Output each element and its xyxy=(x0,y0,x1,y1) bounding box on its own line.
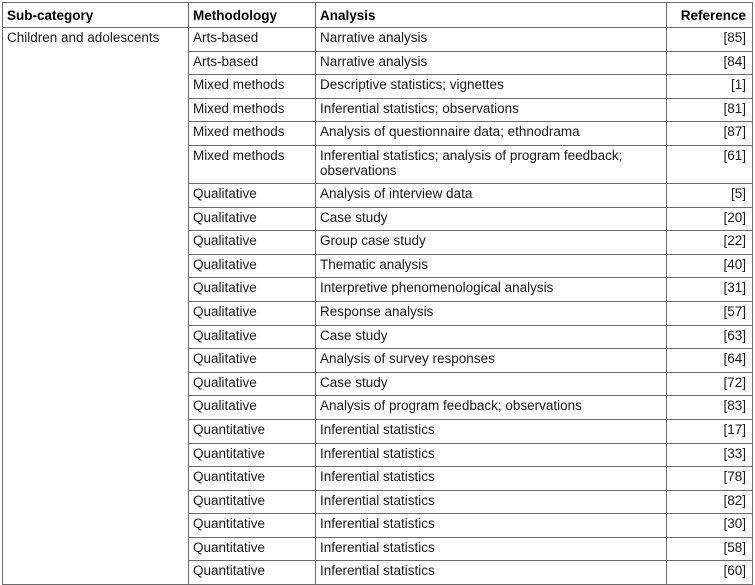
methodology-cell: Qualitative xyxy=(189,372,316,396)
methodology-cell: Mixed methods xyxy=(189,75,316,99)
analysis-cell: Inferential statistics xyxy=(316,419,667,443)
reference-cell: [5] xyxy=(667,183,753,207)
reference-cell: [63] xyxy=(667,325,753,349)
analysis-cell: Descriptive statistics; vignettes xyxy=(316,75,667,99)
analysis-cell: Inferential statistics; observations xyxy=(316,98,667,122)
table-row xyxy=(3,28,753,52)
methodology-cell: Qualitative xyxy=(189,207,316,231)
reference-cell: [33] xyxy=(667,443,753,467)
methodology-cell: Qualitative xyxy=(189,278,316,302)
methodology-cell: Quantitative xyxy=(189,419,316,443)
analysis-cell: Analysis of interview data xyxy=(316,183,667,207)
analysis-cell: Analysis of survey responses xyxy=(316,349,667,373)
analysis-cell: Case study xyxy=(316,207,667,231)
methodology-cell: Arts-based xyxy=(189,28,316,52)
methodology-cell: Qualitative xyxy=(189,301,316,325)
methodology-cell: Qualitative xyxy=(189,231,316,255)
reference-cell: [87] xyxy=(667,122,753,146)
analysis-cell: Inferential statistics xyxy=(316,467,667,491)
methodology-cell: Qualitative xyxy=(189,325,316,349)
analysis-cell: Inferential statistics xyxy=(316,443,667,467)
analysis-cell: Interpretive phenomenological analysis xyxy=(316,278,667,302)
reference-cell: [30] xyxy=(667,514,753,538)
reference-cell: [57] xyxy=(667,301,753,325)
analysis-cell: Response analysis xyxy=(316,301,667,325)
studies-table xyxy=(2,2,753,585)
reference-cell: [20] xyxy=(667,207,753,231)
reference-cell: [17] xyxy=(667,419,753,443)
analysis-cell: Thematic analysis xyxy=(316,254,667,278)
methodology-cell: Quantitative xyxy=(189,467,316,491)
header-subcategory: Sub-category xyxy=(3,3,189,28)
reference-cell: [64] xyxy=(667,349,753,373)
methodology-cell: Qualitative xyxy=(189,349,316,373)
analysis-cell: Inferential statistics xyxy=(316,537,667,561)
methodology-cell: Quantitative xyxy=(189,561,316,585)
methodology-cell: Quantitative xyxy=(189,537,316,561)
analysis-cell: Case study xyxy=(316,325,667,349)
table-header-row xyxy=(3,3,753,28)
analysis-cell: Analysis of questionnaire data; ethnodrama xyxy=(316,122,667,146)
reference-cell: [1] xyxy=(667,75,753,99)
methodology-cell: Mixed methods xyxy=(189,145,316,183)
analysis-cell: Inferential statistics xyxy=(316,490,667,514)
reference-cell: [60] xyxy=(667,561,753,585)
reference-cell: [31] xyxy=(667,278,753,302)
reference-cell: [85] xyxy=(667,28,753,52)
methodology-cell: Mixed methods xyxy=(189,98,316,122)
subcategory-cell: Children and adolescents xyxy=(3,28,189,585)
analysis-cell: Narrative analysis xyxy=(316,28,667,52)
methodology-cell: Quantitative xyxy=(189,514,316,538)
methodology-cell: Qualitative xyxy=(189,396,316,420)
reference-cell: [40] xyxy=(667,254,753,278)
header-methodology: Methodology xyxy=(189,3,316,28)
reference-cell: [84] xyxy=(667,51,753,75)
analysis-cell: Inferential statistics xyxy=(316,514,667,538)
reference-cell: [61] xyxy=(667,145,753,183)
methodology-cell: Arts-based xyxy=(189,51,316,75)
analysis-cell: Analysis of program feedback; observations xyxy=(316,396,667,420)
analysis-cell: Group case study xyxy=(316,231,667,255)
reference-cell: [82] xyxy=(667,490,753,514)
methodology-cell: Mixed methods xyxy=(189,122,316,146)
methodology-cell: Quantitative xyxy=(189,490,316,514)
analysis-cell: Inferential statistics; analysis of program feedback; observations xyxy=(316,145,667,183)
analysis-cell: Narrative analysis xyxy=(316,51,667,75)
reference-cell: [58] xyxy=(667,537,753,561)
reference-cell: [78] xyxy=(667,467,753,491)
header-analysis: Analysis xyxy=(316,3,667,28)
reference-cell: [22] xyxy=(667,231,753,255)
methodology-cell: Qualitative xyxy=(189,183,316,207)
methodology-cell: Quantitative xyxy=(189,443,316,467)
reference-cell: [81] xyxy=(667,98,753,122)
analysis-cell: Inferential statistics xyxy=(316,561,667,585)
reference-cell: [83] xyxy=(667,396,753,420)
methodology-cell: Qualitative xyxy=(189,254,316,278)
analysis-cell: Case study xyxy=(316,372,667,396)
reference-cell: [72] xyxy=(667,372,753,396)
header-reference: Reference xyxy=(667,3,753,28)
